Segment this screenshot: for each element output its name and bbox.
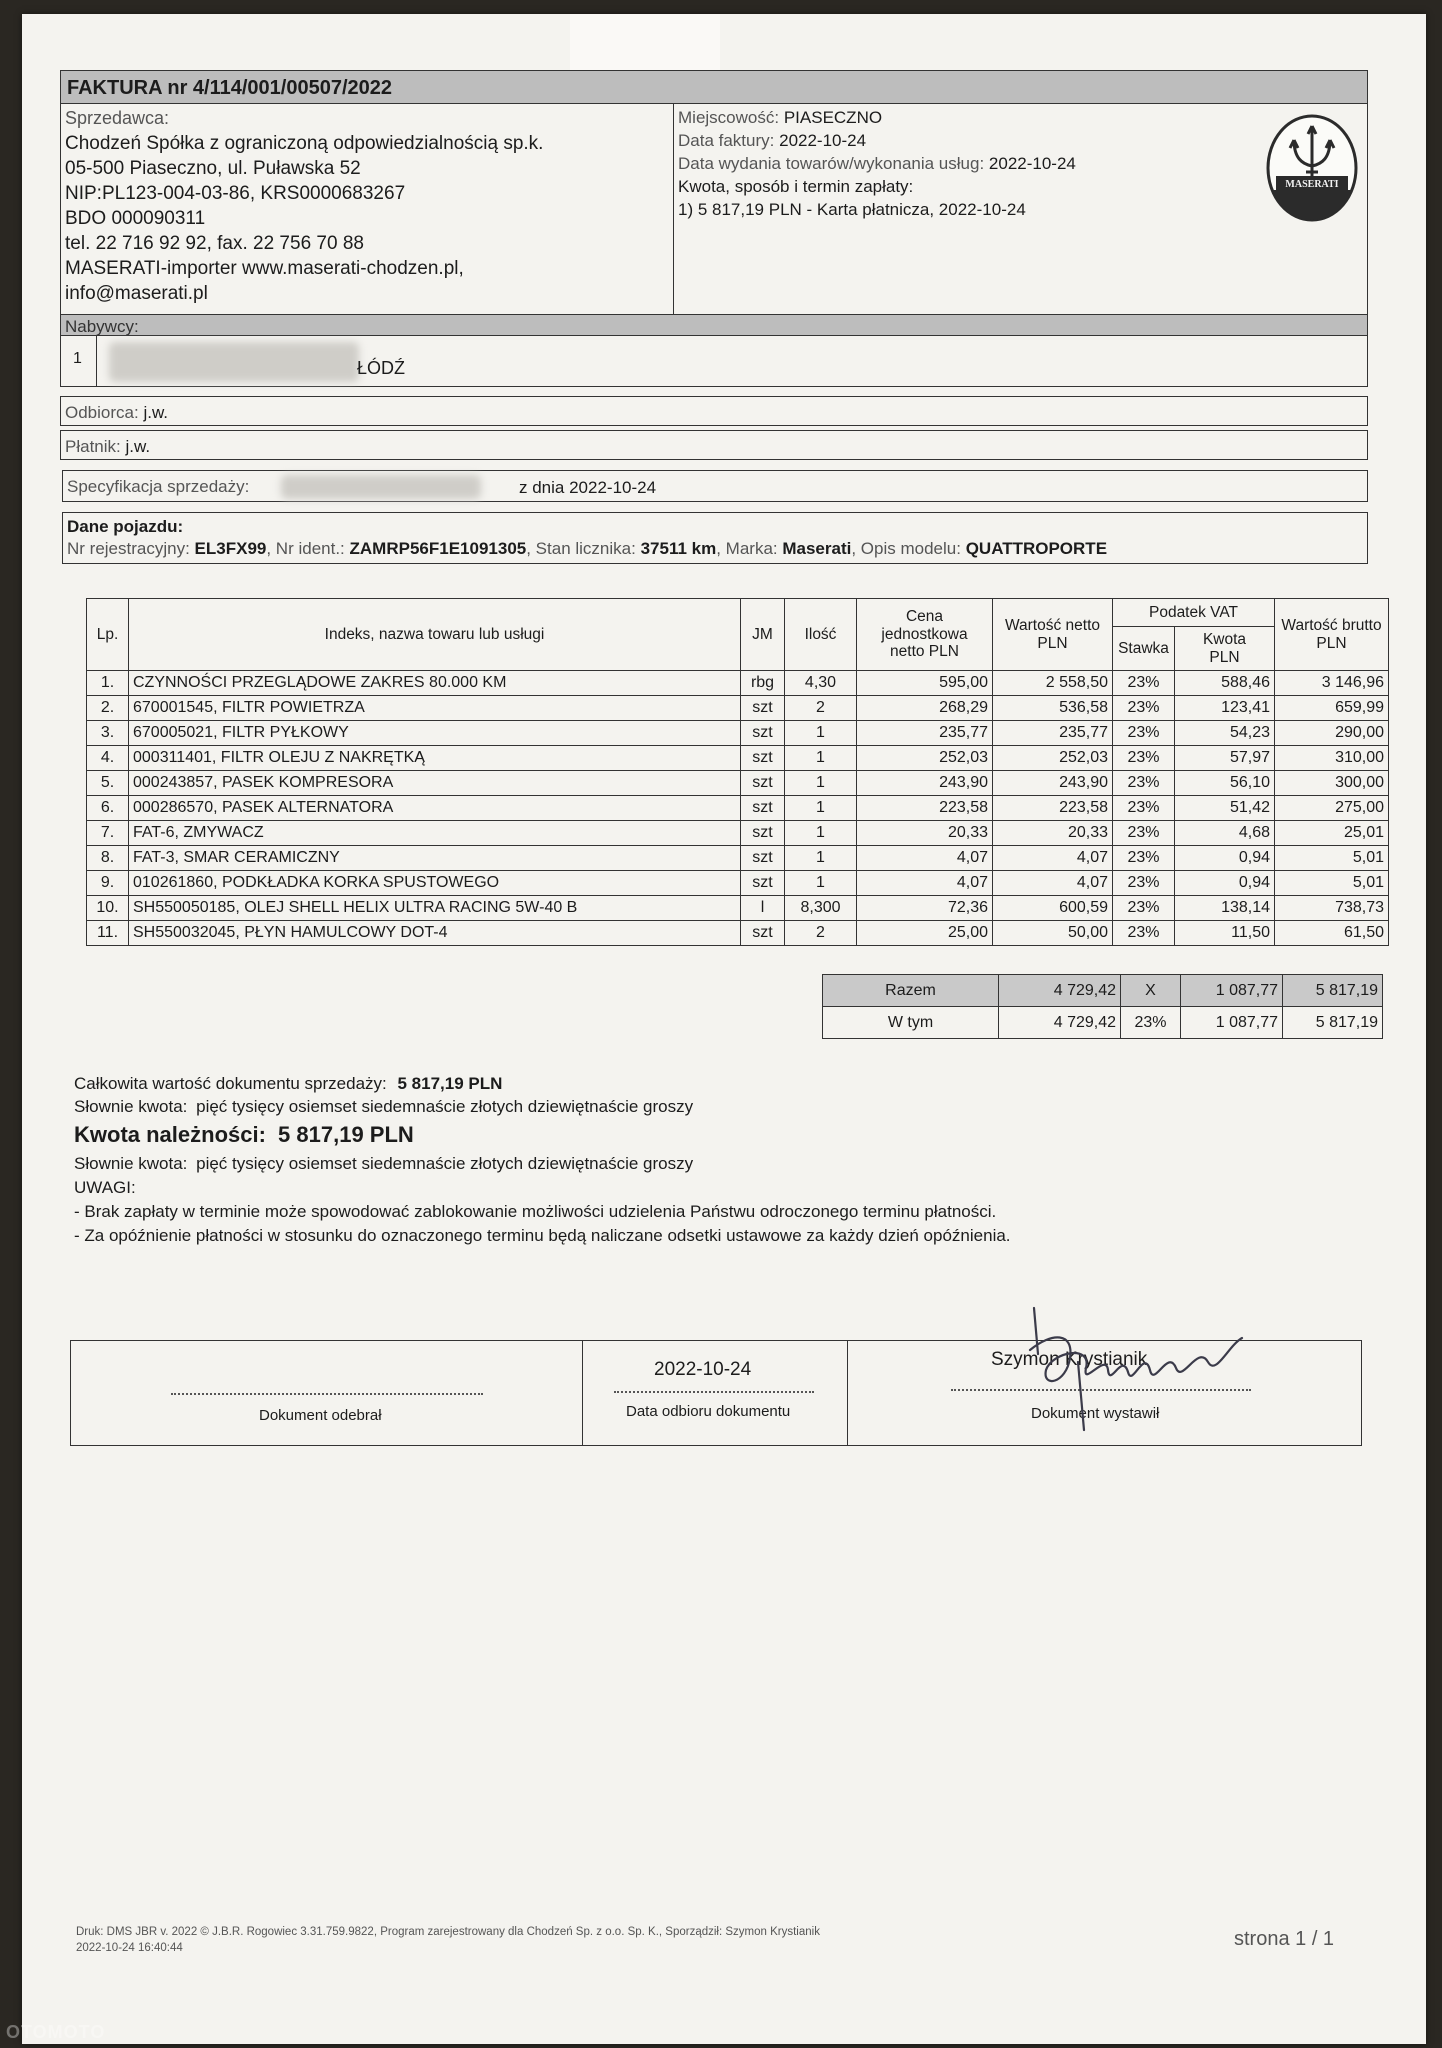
cell-lp: 2.	[87, 696, 129, 721]
issuer-name: Szymon Krystianik	[991, 1349, 1148, 1370]
items-body	[87, 671, 1389, 946]
cell-rate: 23%	[1113, 871, 1175, 896]
total-value: 5 817,19 PLN	[397, 1074, 503, 1093]
cell-gross: 659,99	[1275, 696, 1389, 721]
cell-vat: 0,94	[1175, 846, 1275, 871]
make-label: , Marka:	[716, 539, 778, 558]
cell-vat: 4,68	[1175, 821, 1275, 846]
total-label: Całkowita wartość dokumentu sprzedaży:	[74, 1074, 387, 1093]
cell-rate: 23%	[1113, 721, 1175, 746]
cell-qty: 1	[785, 846, 857, 871]
cell-jm: szt	[741, 721, 785, 746]
cell-net: 243,90	[993, 771, 1113, 796]
cell-qty: 4,30	[785, 671, 857, 696]
cell-lp: 6.	[87, 796, 129, 821]
payment-value: 1) 5 817,19 PLN - Karta płatnicza, 2022-10-24	[678, 200, 1026, 219]
cell-vat: 56,10	[1175, 771, 1275, 796]
logo-text: MASERATI	[1285, 179, 1339, 190]
cell-price: 252,03	[857, 746, 993, 771]
cell-gross: 5,01	[1275, 846, 1389, 871]
total-line	[74, 1074, 502, 1094]
cell-net: 536,58	[993, 696, 1113, 721]
cell-name: SH550050185, OLEJ SHELL HELIX ULTRA RACING 5W-40 B	[129, 896, 741, 921]
vehicle-label: Dane pojazdu:	[67, 517, 184, 536]
total-cell-net: 4 729,42	[999, 1007, 1121, 1039]
cell-qty: 2	[785, 921, 857, 946]
model-label: , Opis modelu:	[851, 539, 961, 558]
seller-web: MASERATI-importer www.maserati-chodzen.pl,	[65, 258, 464, 279]
recipient-label: Odbiorca:	[65, 403, 139, 422]
date-line	[678, 131, 866, 151]
invoice-page	[22, 14, 1426, 2044]
cell-qty: 8,300	[785, 896, 857, 921]
cell-lp: 10.	[87, 896, 129, 921]
make-value: Maserati	[782, 539, 852, 558]
spec-redacted	[281, 475, 481, 499]
total-cell-label: W tym	[823, 1007, 999, 1039]
cell-jm: szt	[741, 821, 785, 846]
cell-lp: 4.	[87, 746, 129, 771]
invoice-title: FAKTURA nr 4/114/001/00507/2022	[67, 77, 393, 99]
table-row	[87, 771, 1389, 796]
cell-lp: 8.	[87, 846, 129, 871]
cell-jm: szt	[741, 921, 785, 946]
cell-vat: 138,14	[1175, 896, 1275, 921]
total-cell-label: Razem	[823, 975, 999, 1007]
cell-vat: 57,97	[1175, 746, 1275, 771]
cell-price: 268,29	[857, 696, 993, 721]
buyer-header	[60, 314, 1368, 336]
col-price	[857, 599, 993, 671]
cell-net: 600,59	[993, 896, 1113, 921]
seller-box	[60, 103, 674, 315]
due-line	[74, 1122, 414, 1147]
buyer-number: 1	[73, 350, 82, 367]
payment-label: Kwota, sposób i termin zapłaty:	[678, 177, 914, 196]
cell-qty: 1	[785, 771, 857, 796]
received-dots	[171, 1393, 483, 1395]
cell-lp: 1.	[87, 671, 129, 696]
cell-price: 25,00	[857, 921, 993, 946]
total-cell-rate: 23%	[1121, 1007, 1181, 1039]
cell-lp: 7.	[87, 821, 129, 846]
odo-value: 37511 km	[640, 539, 717, 558]
seller-address: 05-500 Piaseczno, ul. Puławska 52	[65, 158, 361, 179]
footer-line-1: Druk: DMS JBR v. 2022 © J.B.R. Rogowiec 3.31.759.9822, Program zarejestrowany dla Chodzeń Sp. z o.o. Sp. K., Sporządził: Szymon Krystianik	[76, 1926, 820, 1938]
dates-box	[673, 103, 1368, 315]
totals-row	[823, 975, 1383, 1007]
cell-qty: 2	[785, 696, 857, 721]
total-cell-vat: 1 087,77	[1181, 1007, 1283, 1039]
cell-gross: 3 146,96	[1275, 671, 1389, 696]
due-label: Kwota należności:	[74, 1122, 266, 1147]
recipient-line	[65, 403, 168, 423]
table-row	[87, 871, 1389, 896]
reg-value: EL3FX99	[194, 539, 267, 558]
cell-net: 2 558,50	[993, 671, 1113, 696]
total-cell-rate: X	[1121, 975, 1181, 1007]
cell-price: 223,58	[857, 796, 993, 821]
totals-row	[823, 1007, 1383, 1039]
total-cell-gross: 5 817,19	[1283, 1007, 1383, 1039]
buyer-number-cell	[61, 336, 97, 386]
cell-vat: 11,50	[1175, 921, 1275, 946]
seller-label: Sprzedawca:	[65, 108, 170, 128]
col-net	[993, 599, 1113, 671]
header-row-1	[87, 599, 1389, 627]
col-vat-amount-line-1: Kwota	[1202, 630, 1247, 648]
receipt-date-dots	[614, 1391, 814, 1393]
cell-price: 72,36	[857, 896, 993, 921]
cell-rate: 23%	[1113, 671, 1175, 696]
notes-label: UWAGI:	[74, 1178, 136, 1197]
table-row	[87, 921, 1389, 946]
ident-value: ZAMRP56F1E1091305	[349, 539, 527, 558]
cell-jm: l	[741, 896, 785, 921]
table-row	[87, 721, 1389, 746]
col-rate: Stawka	[1113, 627, 1175, 671]
table-row	[87, 846, 1389, 871]
cell-rate: 23%	[1113, 796, 1175, 821]
buyer-label: Nabywcy:	[65, 317, 139, 336]
table-row	[87, 821, 1389, 846]
handwritten-signature	[1012, 1292, 1272, 1442]
cell-jm: szt	[741, 696, 785, 721]
cell-price: 595,00	[857, 671, 993, 696]
footer-page: strona 1 / 1	[1234, 1928, 1335, 1950]
cell-name: 000286570, PASEK ALTERNATORA	[129, 796, 741, 821]
cell-jm: szt	[741, 746, 785, 771]
cell-name: SH550032045, PŁYN HAMULCOWY DOT-4	[129, 921, 741, 946]
cell-jm: szt	[741, 771, 785, 796]
cell-jm: szt	[741, 871, 785, 896]
delivery-label: Data wydania towarów/wykonania usług:	[678, 154, 985, 173]
seller-email: info@maserati.pl	[65, 283, 208, 304]
col-price-line-3: netto PLN	[890, 643, 959, 661]
words-label-1: Słownie kwota:	[74, 1097, 188, 1116]
col-vat-amount-line-2: PLN	[1209, 648, 1240, 666]
cell-rate: 23%	[1113, 696, 1175, 721]
cell-rate: 23%	[1113, 896, 1175, 921]
items-table	[86, 598, 1389, 946]
payer-line	[65, 437, 150, 457]
date-value: 2022-10-24	[779, 131, 867, 150]
cell-jm: rbg	[741, 671, 785, 696]
cell-jm: szt	[741, 796, 785, 821]
cell-qty: 1	[785, 871, 857, 896]
cell-rate: 23%	[1113, 771, 1175, 796]
reg-label: Nr rejestracyjny:	[67, 539, 190, 558]
recipient-value: j.w.	[143, 403, 168, 422]
received-cell	[71, 1341, 583, 1445]
total-cell-net: 4 729,42	[999, 975, 1121, 1007]
cell-gross: 5,01	[1275, 871, 1389, 896]
place-label: Miejscowość:	[678, 108, 780, 127]
col-gross	[1275, 599, 1389, 671]
issued-label: Dokument wystawił	[1031, 1405, 1160, 1422]
note-1: - Brak zapłaty w terminie może spowodować zablokowanie możliwości udzielenia Państwu odroczonego terminu płatności.	[74, 1202, 997, 1221]
footer-line-2: 2022-10-24 16:40:44	[76, 1942, 183, 1954]
col-price-line-2: jednostkowa	[881, 625, 968, 643]
cell-net: 223,58	[993, 796, 1113, 821]
note-2: - Za opóźnienie płatności w stosunku do oznaczonego terminu będą naliczane odsetki ustawowe za każdy dzień opóźnienia.	[74, 1226, 1011, 1245]
words-value-2: pięć tysięcy osiemset siedemnaście złotych dziewiętnaście groszy	[196, 1154, 694, 1173]
cell-vat: 0,94	[1175, 871, 1275, 896]
cell-name: 670001545, FILTR POWIETRZA	[129, 696, 741, 721]
col-jm: JM	[741, 599, 785, 671]
ident-label: , Nr ident.:	[266, 539, 345, 558]
receipt-date-cell	[582, 1341, 848, 1445]
cell-net: 4,07	[993, 846, 1113, 871]
seller-phone: tel. 22 716 92 92, fax. 22 756 70 88	[65, 233, 364, 254]
seller-name: Chodzeń Spółka z ograniczoną odpowiedzialnością sp.k.	[65, 133, 544, 154]
recipient-box	[60, 396, 1368, 426]
col-gross-line-2: PLN	[1316, 634, 1347, 652]
totals-body	[823, 975, 1383, 1039]
cell-gross: 290,00	[1275, 721, 1389, 746]
cell-name: CZYNNOŚCI PRZEGLĄDOWE ZAKRES 80.000 KM	[129, 671, 741, 696]
cell-vat: 54,23	[1175, 721, 1275, 746]
cell-name: 000311401, FILTR OLEJU Z NAKRĘTKĄ	[129, 746, 741, 771]
cell-gross: 300,00	[1275, 771, 1389, 796]
col-net-line-1: Wartość netto	[1004, 616, 1101, 634]
cell-rate: 23%	[1113, 846, 1175, 871]
odo-label: , Stan licznika:	[526, 539, 636, 558]
cell-vat: 588,46	[1175, 671, 1275, 696]
cell-jm: szt	[741, 846, 785, 871]
cell-price: 235,77	[857, 721, 993, 746]
delivery-line	[678, 154, 1076, 174]
payer-value: j.w.	[125, 437, 151, 456]
cell-gross: 61,50	[1275, 921, 1389, 946]
cell-rate: 23%	[1113, 921, 1175, 946]
due-value: 5 817,19 PLN	[278, 1122, 414, 1147]
table-row	[87, 796, 1389, 821]
vehicle-line	[67, 539, 1107, 559]
cell-rate: 23%	[1113, 821, 1175, 846]
cell-price: 4,07	[857, 871, 993, 896]
cell-name: 010261860, PODKŁADKA KORKA SPUSTOWEGO	[129, 871, 741, 896]
col-net-line-2: PLN	[1037, 634, 1068, 652]
cell-qty: 1	[785, 721, 857, 746]
cell-net: 20,33	[993, 821, 1113, 846]
cell-qty: 1	[785, 821, 857, 846]
cell-net: 50,00	[993, 921, 1113, 946]
seller-ids: NIP:PL123-004-03-86, KRS0000683267	[65, 183, 406, 204]
cell-net: 4,07	[993, 871, 1113, 896]
delivery-value: 2022-10-24	[988, 154, 1076, 173]
vehicle-box	[62, 512, 1368, 564]
col-gross-line-1: Wartość brutto	[1281, 616, 1382, 634]
cell-rate: 23%	[1113, 746, 1175, 771]
date-label: Data faktury:	[678, 131, 775, 150]
cell-lp: 3.	[87, 721, 129, 746]
spec-date: z dnia 2022-10-24	[519, 478, 657, 497]
cell-net: 235,77	[993, 721, 1113, 746]
cell-net: 252,03	[993, 746, 1113, 771]
total-cell-gross: 5 817,19	[1283, 975, 1383, 1007]
maserati-logo	[1264, 112, 1360, 224]
cell-price: 20,33	[857, 821, 993, 846]
cell-vat: 123,41	[1175, 696, 1275, 721]
payer-box	[60, 430, 1368, 460]
cell-name: FAT-6, ZMYWACZ	[129, 821, 741, 846]
cell-price: 243,90	[857, 771, 993, 796]
cell-qty: 1	[785, 796, 857, 821]
cell-gross: 738,73	[1275, 896, 1389, 921]
receipt-date-label: Data odbioru dokumentu	[626, 1403, 791, 1420]
cell-gross: 275,00	[1275, 796, 1389, 821]
col-qty: Ilość	[785, 599, 857, 671]
total-cell-vat: 1 087,77	[1181, 975, 1283, 1007]
title-bar	[60, 70, 1368, 104]
words-value-1: pięć tysięcy osiemset siedemnaście złotych dziewiętnaście groszy	[196, 1097, 694, 1116]
cell-vat: 51,42	[1175, 796, 1275, 821]
spec-label: Specyfikacja sprzedaży:	[67, 477, 250, 496]
cell-gross: 25,01	[1275, 821, 1389, 846]
cell-price: 4,07	[857, 846, 993, 871]
col-price-line-1: Cena	[905, 607, 944, 625]
cell-lp: 11.	[87, 921, 129, 946]
spec-box	[62, 470, 1368, 502]
buyer-redacted	[109, 342, 359, 382]
col-name: Indeks, nazwa towaru lub usługi	[129, 599, 741, 671]
col-lp: Lp.	[87, 599, 129, 671]
cell-name: FAT-3, SMAR CERAMICZNY	[129, 846, 741, 871]
cell-qty: 1	[785, 746, 857, 771]
table-row	[87, 896, 1389, 921]
seller-bdo: BDO 000090311	[65, 208, 206, 229]
buyer-city: ŁÓDŹ	[357, 358, 406, 378]
payer-label: Płatnik:	[65, 437, 121, 456]
words-label-2: Słownie kwota:	[74, 1154, 188, 1173]
words-line-2	[74, 1154, 693, 1174]
receipt-date: 2022-10-24	[654, 1359, 752, 1380]
received-label: Dokument odebrał	[259, 1407, 382, 1424]
cell-lp: 5.	[87, 771, 129, 796]
table-row	[87, 696, 1389, 721]
col-vat-group: Podatek VAT	[1113, 599, 1275, 627]
cell-lp: 9.	[87, 871, 129, 896]
words-line-1	[74, 1097, 693, 1117]
table-row	[87, 746, 1389, 771]
place-value: PIASECZNO	[783, 108, 883, 127]
watermark: OTOMOTO	[6, 2022, 106, 2042]
buyer-box	[60, 335, 1368, 387]
table-row	[87, 671, 1389, 696]
col-vat-amount	[1175, 627, 1275, 671]
place-line	[678, 108, 882, 128]
cell-gross: 310,00	[1275, 746, 1389, 771]
model-value: QUATTROPORTE	[965, 539, 1108, 558]
totals-table	[822, 974, 1383, 1039]
cell-name: 670005021, FILTR PYŁKOWY	[129, 721, 741, 746]
cell-name: 000243857, PASEK KOMPRESORA	[129, 771, 741, 796]
